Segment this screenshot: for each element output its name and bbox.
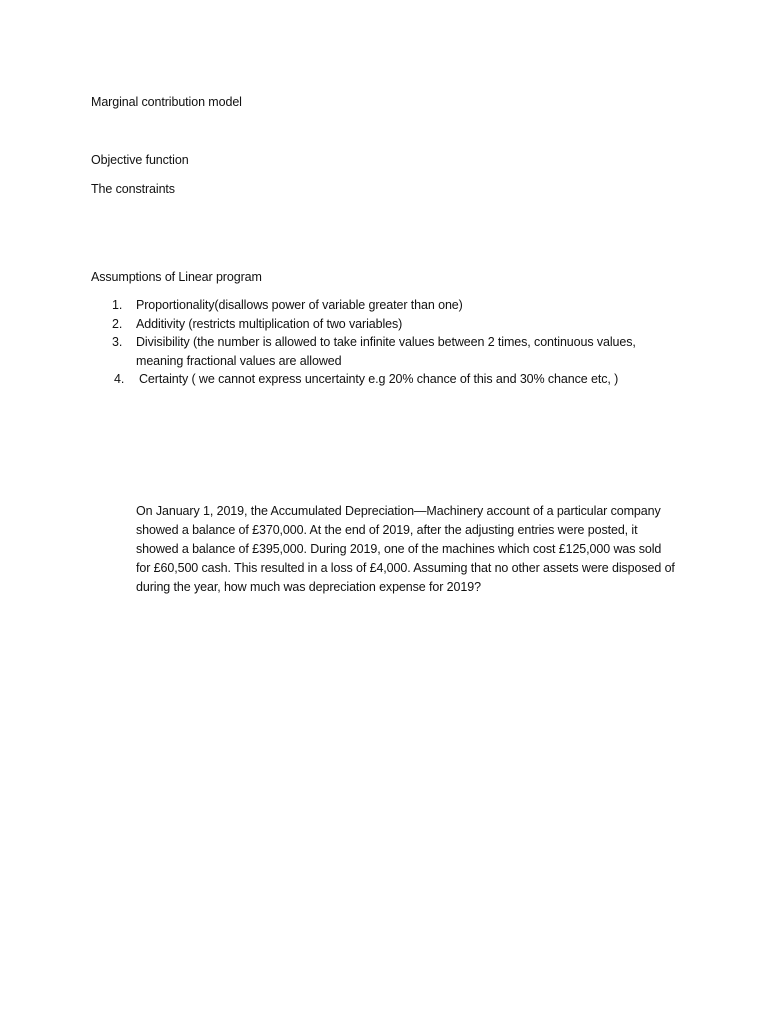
heading-marginal-contribution-model: Marginal contribution model (91, 95, 242, 109)
list-item-number: 4. (114, 372, 125, 386)
list-item (110, 333, 670, 370)
heading-objective-function: Objective function (91, 153, 189, 167)
list-item-text: Divisibility (the number is allowed to take infinite values between 2 times, continuous values, meaning fractional values are allowed (136, 335, 636, 368)
list-item (110, 315, 670, 334)
list-item-number: 1. (112, 298, 123, 312)
heading-assumptions: Assumptions of Linear program (91, 270, 262, 284)
list-item-text: Certainty ( we cannot express uncertainty e.g 20% chance of this and 30% chance etc, ) (139, 372, 619, 386)
list-item-text: Additivity (restricts multiplication of two variables) (136, 316, 403, 331)
list-item (110, 370, 670, 389)
depreciation-question-paragraph: On January 1, 2019, the Accumulated Depreciation—Machinery account of a particular company showed a balance of £370,000. At the end of 2019, after the adjusting entries were posted, it showed a balance of £395,000. During 2019, one of the machines which cost £125,000 was sold for £60,500 cash. This resulted in a loss of £4,000. Assuming that no other assets were disposed of during the year, how much was depreciation expense for 2019? (136, 504, 675, 594)
list-item-text: Proportionality(disallows power of variable greater than one) (136, 298, 463, 312)
list-item-number: 2. (112, 316, 123, 331)
assumptions-list (110, 296, 670, 389)
list-item (110, 296, 670, 315)
heading-constraints: The constraints (91, 182, 175, 196)
list-item-number: 3. (112, 335, 123, 349)
